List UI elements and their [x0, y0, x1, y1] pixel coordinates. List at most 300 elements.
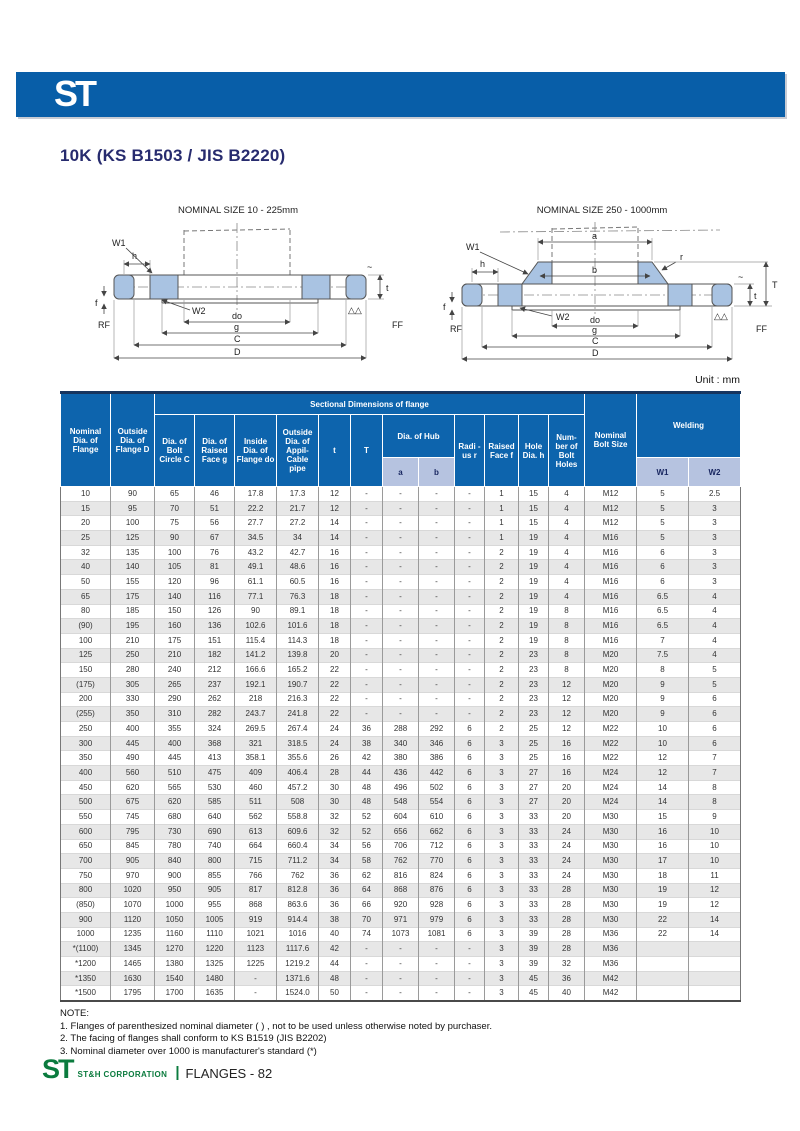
col-header-raised-face-f: Raised Face f	[485, 415, 519, 487]
table-cell: 44	[351, 766, 383, 781]
table-cell: 10	[689, 824, 741, 839]
table-cell: 1795	[111, 986, 155, 1001]
table-cell: 10	[689, 854, 741, 869]
table-row	[61, 868, 741, 883]
table-cell: 16	[637, 824, 689, 839]
table-cell: -	[383, 487, 419, 502]
table-cell: 475	[195, 766, 235, 781]
table-cell: M30	[585, 898, 637, 913]
table-cell: 558.8	[277, 810, 319, 825]
table-cell: 19	[519, 575, 549, 590]
table-cell: 6	[455, 810, 485, 825]
face-label-ff: FF	[392, 320, 403, 330]
table-row	[61, 575, 741, 590]
table-cell: -	[419, 589, 455, 604]
page-footer	[42, 1056, 272, 1082]
dim-label-g: g	[234, 322, 240, 332]
table-cell: M22	[585, 751, 637, 766]
table-cell: 19	[519, 619, 549, 634]
table-cell: 80	[61, 604, 111, 619]
dim-label-w2: W2	[556, 312, 570, 322]
table-cell: 2	[485, 575, 519, 590]
table-cell: 330	[111, 692, 155, 707]
table-row	[61, 810, 741, 825]
table-cell: 1020	[111, 883, 155, 898]
table-cell: 39	[519, 927, 549, 942]
table-cell: 1270	[155, 942, 195, 957]
table-cell: M12	[585, 501, 637, 516]
table-cell: 36	[549, 971, 585, 986]
table-cell: 1225	[235, 957, 277, 972]
table-cell: 116	[195, 589, 235, 604]
table-cell: -	[383, 692, 419, 707]
table-cell: 812.8	[277, 883, 319, 898]
table-cell: 19	[519, 531, 549, 546]
table-cell: 1021	[235, 927, 277, 942]
table-cell: 4	[689, 619, 741, 634]
table-cell: 6	[455, 722, 485, 737]
table-cell: 490	[111, 751, 155, 766]
table-cell: 560	[111, 766, 155, 781]
table-cell: 12	[689, 883, 741, 898]
table-cell: 8	[689, 795, 741, 810]
col-header-inside-dia: Inside Dia. of Flange do	[235, 415, 277, 487]
table-cell: -	[383, 589, 419, 604]
table-cell: 27.2	[277, 516, 319, 531]
col-header-w2: W2	[689, 458, 741, 487]
table-cell: -	[383, 648, 419, 663]
table-cell: 34	[277, 531, 319, 546]
table-cell: 38	[351, 736, 383, 751]
table-cell: 604	[383, 810, 419, 825]
table-cell: M36	[585, 927, 637, 942]
table-cell: 4	[549, 545, 585, 560]
table-cell: 400	[61, 766, 111, 781]
table-cell: 706	[383, 839, 419, 854]
table-cell: M22	[585, 722, 637, 737]
table-cell: *1500	[61, 986, 111, 1001]
table-cell: *(1100)	[61, 942, 111, 957]
table-cell: -	[455, 971, 485, 986]
table-cell: -	[351, 501, 383, 516]
table-cell: 2.5	[689, 487, 741, 502]
col-header-bolt-circle: Dia. of Bolt Circle C	[155, 415, 195, 487]
table-cell: 9	[637, 677, 689, 692]
dim-label-f: f	[95, 298, 98, 308]
col-header-welding: Welding	[637, 393, 741, 458]
table-cell: 22	[637, 912, 689, 927]
face-label-ff: FF	[756, 324, 767, 334]
table-cell: 36	[319, 868, 351, 883]
table-cell: -	[351, 692, 383, 707]
table-cell: 1073	[383, 927, 419, 942]
table-cell: 4	[549, 560, 585, 575]
table-cell: 56	[351, 839, 383, 854]
table-cell: -	[419, 971, 455, 986]
table-cell: *1350	[61, 971, 111, 986]
table-cell: 15	[519, 501, 549, 516]
table-cell: 24	[549, 839, 585, 854]
table-cell: 16	[549, 751, 585, 766]
table-cell: 1005	[195, 912, 235, 927]
table-cell: 150	[155, 604, 195, 619]
table-cell: 182	[195, 648, 235, 663]
table-cell: 237	[195, 677, 235, 692]
table-cell: 12	[637, 751, 689, 766]
table-row	[61, 912, 741, 927]
table-cell: 1380	[155, 957, 195, 972]
dim-label-d: D	[592, 348, 599, 358]
table-cell: 955	[195, 898, 235, 913]
table-cell: 6	[637, 545, 689, 560]
table-cell: 100	[155, 545, 195, 560]
table-cell: M24	[585, 795, 637, 810]
table-cell: -	[383, 575, 419, 590]
table-cell: -	[455, 692, 485, 707]
table-cell: 6	[455, 883, 485, 898]
table-cell: 2	[485, 722, 519, 737]
dim-label-a: a	[592, 231, 598, 241]
table-cell: 1524.0	[277, 986, 319, 1001]
table-cell: 210	[155, 648, 195, 663]
table-row	[61, 677, 741, 692]
table-cell	[637, 971, 689, 986]
table-cell: 2	[485, 648, 519, 663]
table-cell: 265	[155, 677, 195, 692]
table-cell: 855	[195, 868, 235, 883]
table-cell: 3	[485, 912, 519, 927]
table-cell: 22	[319, 663, 351, 678]
table-cell: -	[455, 648, 485, 663]
table-cell: 23	[519, 707, 549, 722]
table-cell: M16	[585, 531, 637, 546]
table-cell: M16	[585, 575, 637, 590]
table-cell: 6.5	[637, 589, 689, 604]
table-cell: -	[351, 619, 383, 634]
table-cell: 20	[549, 810, 585, 825]
table-cell: -	[455, 560, 485, 575]
table-cell: 18	[319, 589, 351, 604]
table-cell: 22	[319, 677, 351, 692]
dim-label-b: b	[592, 265, 598, 275]
table-cell: 3	[485, 736, 519, 751]
table-cell: 16	[637, 839, 689, 854]
table-cell: 36	[319, 883, 351, 898]
table-cell: 18	[319, 604, 351, 619]
table-cell: -	[351, 707, 383, 722]
table-cell: 40	[61, 560, 111, 575]
tilde-mark: ~	[738, 272, 744, 282]
table-cell: 49.1	[235, 560, 277, 575]
table-cell: 2	[485, 707, 519, 722]
table-cell: M36	[585, 942, 637, 957]
table-cell: 1325	[195, 957, 235, 972]
table-cell: -	[383, 942, 419, 957]
note-block	[60, 1008, 492, 1058]
table-cell: 762	[383, 854, 419, 869]
table-row	[61, 663, 741, 678]
table-cell: 1160	[155, 927, 195, 942]
table-cell: 979	[419, 912, 455, 927]
table-cell: 155	[111, 575, 155, 590]
table-cell: 140	[155, 589, 195, 604]
table-cell: -	[351, 633, 383, 648]
table-cell: 3	[485, 942, 519, 957]
table-cell: 50	[61, 575, 111, 590]
table-cell: 2	[485, 589, 519, 604]
table-cell: 2	[485, 633, 519, 648]
table-cell: 39	[519, 957, 549, 972]
table-cell: M12	[585, 487, 637, 502]
table-cell: 4	[549, 516, 585, 531]
table-cell: 160	[155, 619, 195, 634]
table-cell	[637, 942, 689, 957]
table-cell: 3	[485, 883, 519, 898]
table-cell: 22	[637, 927, 689, 942]
table-cell: 863.6	[277, 898, 319, 913]
table-cell: 1635	[195, 986, 235, 1001]
table-cell: 1	[485, 531, 519, 546]
table-cell: -	[419, 501, 455, 516]
table-cell: 23	[519, 663, 549, 678]
face-label-rf: RF	[98, 320, 110, 330]
table-cell: 6.5	[637, 604, 689, 619]
dim-label-f: f	[443, 302, 446, 312]
table-cell: (850)	[61, 898, 111, 913]
table-cell: 500	[61, 795, 111, 810]
table-cell: 613	[235, 824, 277, 839]
table-cell: 25	[519, 751, 549, 766]
table-cell: 30	[319, 780, 351, 795]
table-cell: 21.7	[277, 501, 319, 516]
table-cell: 76	[195, 545, 235, 560]
table-cell: 12	[549, 707, 585, 722]
col-header-hub-dia: Dia. of Hub	[383, 415, 455, 458]
table-cell: 12	[689, 898, 741, 913]
table-cell: 8	[549, 619, 585, 634]
table-cell: 290	[155, 692, 195, 707]
table-cell: -	[419, 575, 455, 590]
col-header-nominal-dia: Nominal Dia. of Flange	[61, 393, 111, 487]
table-cell: 445	[111, 736, 155, 751]
table-cell: 817	[235, 883, 277, 898]
table-cell: 800	[195, 854, 235, 869]
table-cell: 5	[637, 516, 689, 531]
table-cell: 288	[383, 722, 419, 737]
col-header-t: t	[319, 415, 351, 487]
table-cell: 413	[195, 751, 235, 766]
table-cell: 45	[519, 986, 549, 1001]
dim-label-h: h	[132, 251, 138, 261]
table-cell: 101.6	[277, 619, 319, 634]
table-cell: 780	[155, 839, 195, 854]
table-cell: 400	[111, 722, 155, 737]
table-cell: 42	[351, 751, 383, 766]
table-cell: 3	[689, 531, 741, 546]
table-cell: 496	[383, 780, 419, 795]
table-cell: 8	[549, 648, 585, 663]
table-cell: 1540	[155, 971, 195, 986]
col-header-hub-b: b	[419, 458, 455, 487]
table-cell: 816	[383, 868, 419, 883]
table-cell: 905	[195, 883, 235, 898]
table-cell: 1081	[419, 927, 455, 942]
table-row	[61, 795, 741, 810]
table-cell: -	[419, 707, 455, 722]
table-cell: 33	[519, 824, 549, 839]
table-cell: 292	[419, 722, 455, 737]
table-cell: M42	[585, 986, 637, 1001]
table-cell: 56	[195, 516, 235, 531]
table-cell: M36	[585, 957, 637, 972]
table-cell: 165.2	[277, 663, 319, 678]
table-row	[61, 707, 741, 722]
table-cell: 12	[549, 692, 585, 707]
table-cell: 900	[155, 868, 195, 883]
table-cell: 70	[155, 501, 195, 516]
footer-st-logo: ST	[42, 1054, 73, 1084]
table-cell: 1465	[111, 957, 155, 972]
table-cell: 89.1	[277, 604, 319, 619]
table-cell: 3	[485, 986, 519, 1001]
table-cell: 600	[61, 824, 111, 839]
table-cell: -	[383, 663, 419, 678]
table-cell: -	[419, 677, 455, 692]
table-cell: 46	[195, 487, 235, 502]
col-header-raised-face-g: Dia. of Raised Face g	[195, 415, 235, 487]
table-cell: 28	[549, 898, 585, 913]
table-cell: 19	[519, 560, 549, 575]
table-cell: 445	[155, 751, 195, 766]
table-cell: -	[383, 531, 419, 546]
table-cell: 650	[61, 839, 111, 854]
table-cell: M20	[585, 648, 637, 663]
table-cell: 970	[111, 868, 155, 883]
table-cell: 5	[637, 501, 689, 516]
table-cell: -	[351, 589, 383, 604]
table-cell: 28	[319, 766, 351, 781]
table-cell: 3	[485, 868, 519, 883]
table-cell: 39	[519, 942, 549, 957]
table-cell: 15	[519, 487, 549, 502]
table-cell: 10	[689, 839, 741, 854]
table-cell: 250	[111, 648, 155, 663]
table-cell: 50	[319, 986, 351, 1001]
table-cell: 770	[419, 854, 455, 869]
table-cell: 640	[195, 810, 235, 825]
table-cell: 358.1	[235, 751, 277, 766]
table-cell: 900	[61, 912, 111, 927]
table-cell: 33	[519, 912, 549, 927]
table-cell: 14	[319, 531, 351, 546]
weld-symbol: △△	[714, 311, 728, 321]
table-cell: 4	[689, 648, 741, 663]
unit-label: Unit : mm	[695, 374, 740, 386]
table-cell: -	[351, 531, 383, 546]
table-cell: M16	[585, 589, 637, 604]
table-cell: 380	[383, 751, 419, 766]
table-row	[61, 736, 741, 751]
table-cell: 96	[195, 575, 235, 590]
table-cell: 7	[637, 633, 689, 648]
footer-page-label: FLANGES - 82	[185, 1066, 273, 1081]
table-cell: 175	[111, 589, 155, 604]
table-cell: 876	[419, 883, 455, 898]
table-cell: -	[455, 986, 485, 1001]
table-cell: -	[351, 575, 383, 590]
table-cell: M30	[585, 854, 637, 869]
table-cell: 620	[155, 795, 195, 810]
table-cell: 712	[419, 839, 455, 854]
table-cell: 11	[689, 868, 741, 883]
table-cell: 409	[235, 766, 277, 781]
table-cell: 27	[519, 795, 549, 810]
table-cell: 16	[319, 575, 351, 590]
table-cell: 914.4	[277, 912, 319, 927]
table-cell: 1220	[195, 942, 235, 957]
table-cell: 406.4	[277, 766, 319, 781]
table-cell: 75	[155, 516, 195, 531]
table-cell: 730	[155, 824, 195, 839]
dim-label-c: C	[592, 336, 599, 346]
table-cell: -	[455, 487, 485, 502]
table-cell: 15	[61, 501, 111, 516]
table-cell	[689, 942, 741, 957]
table-cell: 262	[195, 692, 235, 707]
table-cell: 6	[455, 912, 485, 927]
table-cell: M20	[585, 677, 637, 692]
table-cell: -	[383, 604, 419, 619]
table-cell: 12	[549, 677, 585, 692]
table-cell: 6	[455, 927, 485, 942]
table-row	[61, 957, 741, 972]
table-cell: 48	[351, 795, 383, 810]
table-cell: 6.5	[637, 619, 689, 634]
table-row	[61, 751, 741, 766]
table-cell: 3	[485, 795, 519, 810]
table-cell: 120	[155, 575, 195, 590]
table-cell: 19	[637, 883, 689, 898]
table-cell: -	[455, 589, 485, 604]
table-cell: M30	[585, 810, 637, 825]
table-cell: 1700	[155, 986, 195, 1001]
table-cell: -	[455, 531, 485, 546]
table-cell: 3	[689, 501, 741, 516]
table-cell: 1	[485, 516, 519, 531]
table-cell: 18	[637, 868, 689, 883]
table-cell: 5	[637, 487, 689, 502]
table-cell: 24	[549, 868, 585, 883]
table-cell: 502	[419, 780, 455, 795]
tilde-mark: ~	[367, 262, 373, 272]
table-cell: 33	[519, 898, 549, 913]
table-row	[61, 633, 741, 648]
table-cell: 241.8	[277, 707, 319, 722]
table-cell: 355.6	[277, 751, 319, 766]
table-cell: 7	[689, 751, 741, 766]
table-cell: 675	[111, 795, 155, 810]
table-cell: 139.8	[277, 648, 319, 663]
weld-symbol: △△	[348, 305, 362, 315]
table-cell: -	[351, 677, 383, 692]
table-cell: 680	[155, 810, 195, 825]
table-cell: 48	[351, 780, 383, 795]
table-cell: 620	[111, 780, 155, 795]
table-cell: -	[419, 957, 455, 972]
table-cell: 766	[235, 868, 277, 883]
table-cell: 190.7	[277, 677, 319, 692]
table-cell: -	[455, 516, 485, 531]
